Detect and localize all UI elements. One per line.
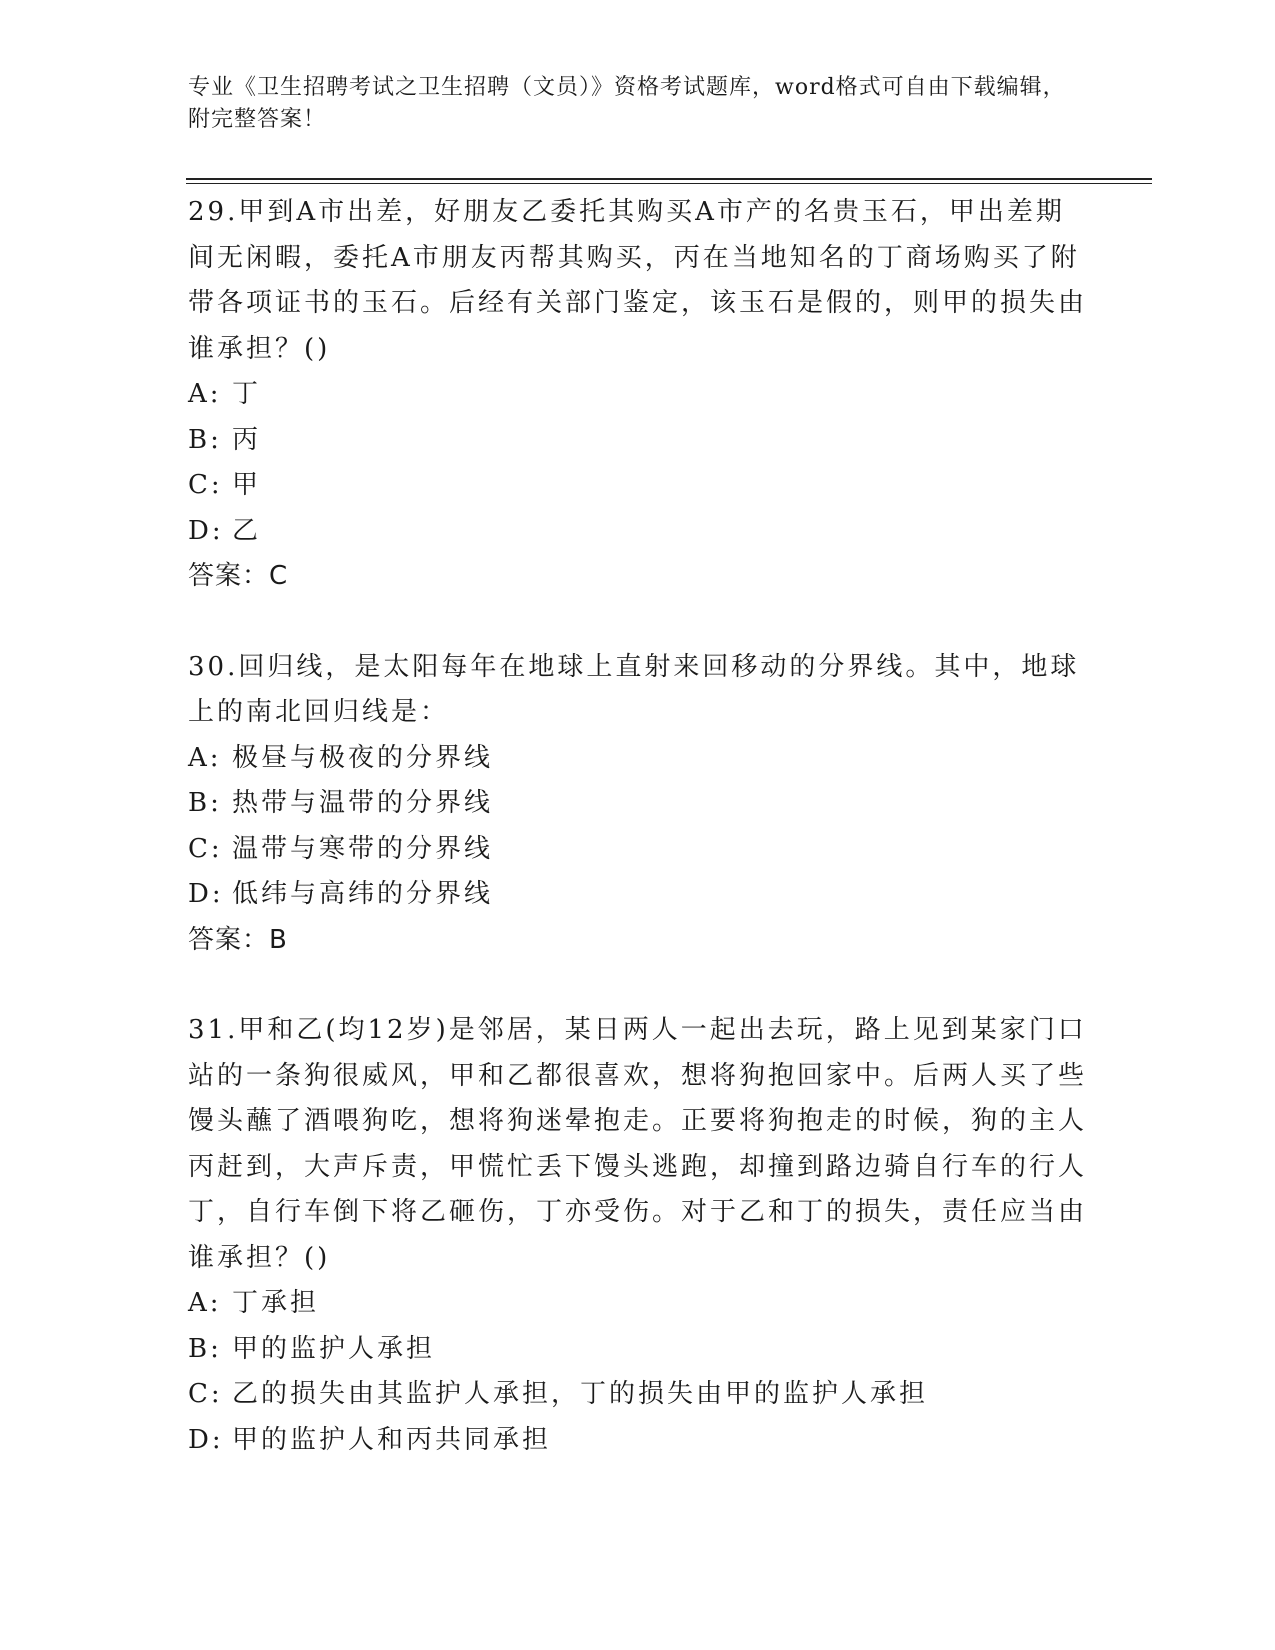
option-a [188, 372, 1088, 418]
document-header: 专业《卫生招聘考试之卫生招聘（文员）》资格考试题库，word格式可自由下载编辑，附完整答案！ [188, 75, 1066, 132]
option-b [188, 418, 1088, 464]
option-letter: B: [188, 788, 222, 818]
option-letter: B: [188, 424, 222, 455]
header-rule-thin [186, 183, 1152, 184]
option-letter: C: [188, 833, 223, 864]
question-31 [188, 1008, 1088, 1463]
option-letter: D: [188, 879, 224, 909]
option-text: 丙 [232, 424, 262, 455]
option-letter: C: [188, 470, 223, 500]
option-text: 甲 [232, 470, 262, 500]
option-text: 甲的监护人承担 [232, 1333, 436, 1364]
question-29 [188, 190, 1088, 600]
question-text: 30.回归线，是太阳每年在地球上直射来回移动的分界线。其中，地球上的南北回归线是： [188, 651, 1080, 727]
option-a [188, 736, 1088, 782]
option-c [188, 827, 1088, 873]
header-rule-thick [186, 178, 1152, 180]
question-30 [188, 645, 1088, 964]
option-b [188, 1327, 1088, 1373]
option-d [188, 509, 1088, 555]
answer: 答案：B [188, 924, 288, 955]
option-text: 甲的监护人和丙共同承担 [232, 1424, 552, 1455]
option-letter: D: [188, 1424, 224, 1455]
option-text: 乙的损失由其监护人承担，丁的损失由甲的监护人承担 [232, 1379, 929, 1409]
question-list [188, 190, 1088, 1463]
option-text: 热带与温带的分界线 [232, 788, 494, 818]
option-text: 乙 [232, 515, 262, 546]
option-c [188, 463, 1088, 509]
option-letter: A: [188, 742, 222, 773]
option-letter: A: [188, 1288, 222, 1318]
option-text: 温带与寒带的分界线 [232, 833, 494, 864]
option-text: 丁 [232, 379, 262, 409]
option-letter: C: [188, 1379, 223, 1409]
option-text: 低纬与高纬的分界线 [232, 879, 494, 909]
option-text: 极昼与极夜的分界线 [232, 742, 494, 773]
question-text: 29.甲到A市出差，好朋友乙委托其购买A市产的名贵玉石，甲出差期间无闲暇，委托A市朋友丙帮其购买，丙在当地知名的丁商场购买了附带各项证书的玉石。后经有关部门鉴定，该玉石是假的，则甲的损失由谁承担？() [188, 197, 1088, 364]
option-d [188, 872, 1088, 918]
option-b [188, 781, 1088, 827]
option-a [188, 1281, 1088, 1327]
option-letter: D: [188, 515, 224, 546]
option-c [188, 1372, 1088, 1418]
answer: 答案：C [188, 561, 289, 591]
option-letter: B: [188, 1333, 222, 1364]
option-d [188, 1418, 1088, 1464]
option-text: 丁承担 [232, 1288, 320, 1318]
question-text: 31.甲和乙(均12岁)是邻居，某日两人一起出去玩，路上见到某家门口站的一条狗很威风，甲和乙都很喜欢，想将狗抱回家中。后两人买了些馒头蘸了酒喂狗吃，想将狗迷晕抱走。正要将狗抱走的时候，狗的主人丙赶到，大声斥责，甲慌忙丢下馒头逃跑，却撞到路边骑自行车的行人丁，自行车倒下将乙砸伤，丁亦受伤。对于乙和丁的损失，责任应当由谁承担？() [188, 1015, 1088, 1273]
question-spacer [188, 600, 1088, 645]
question-spacer [188, 963, 1088, 1008]
option-letter: A: [188, 379, 222, 409]
